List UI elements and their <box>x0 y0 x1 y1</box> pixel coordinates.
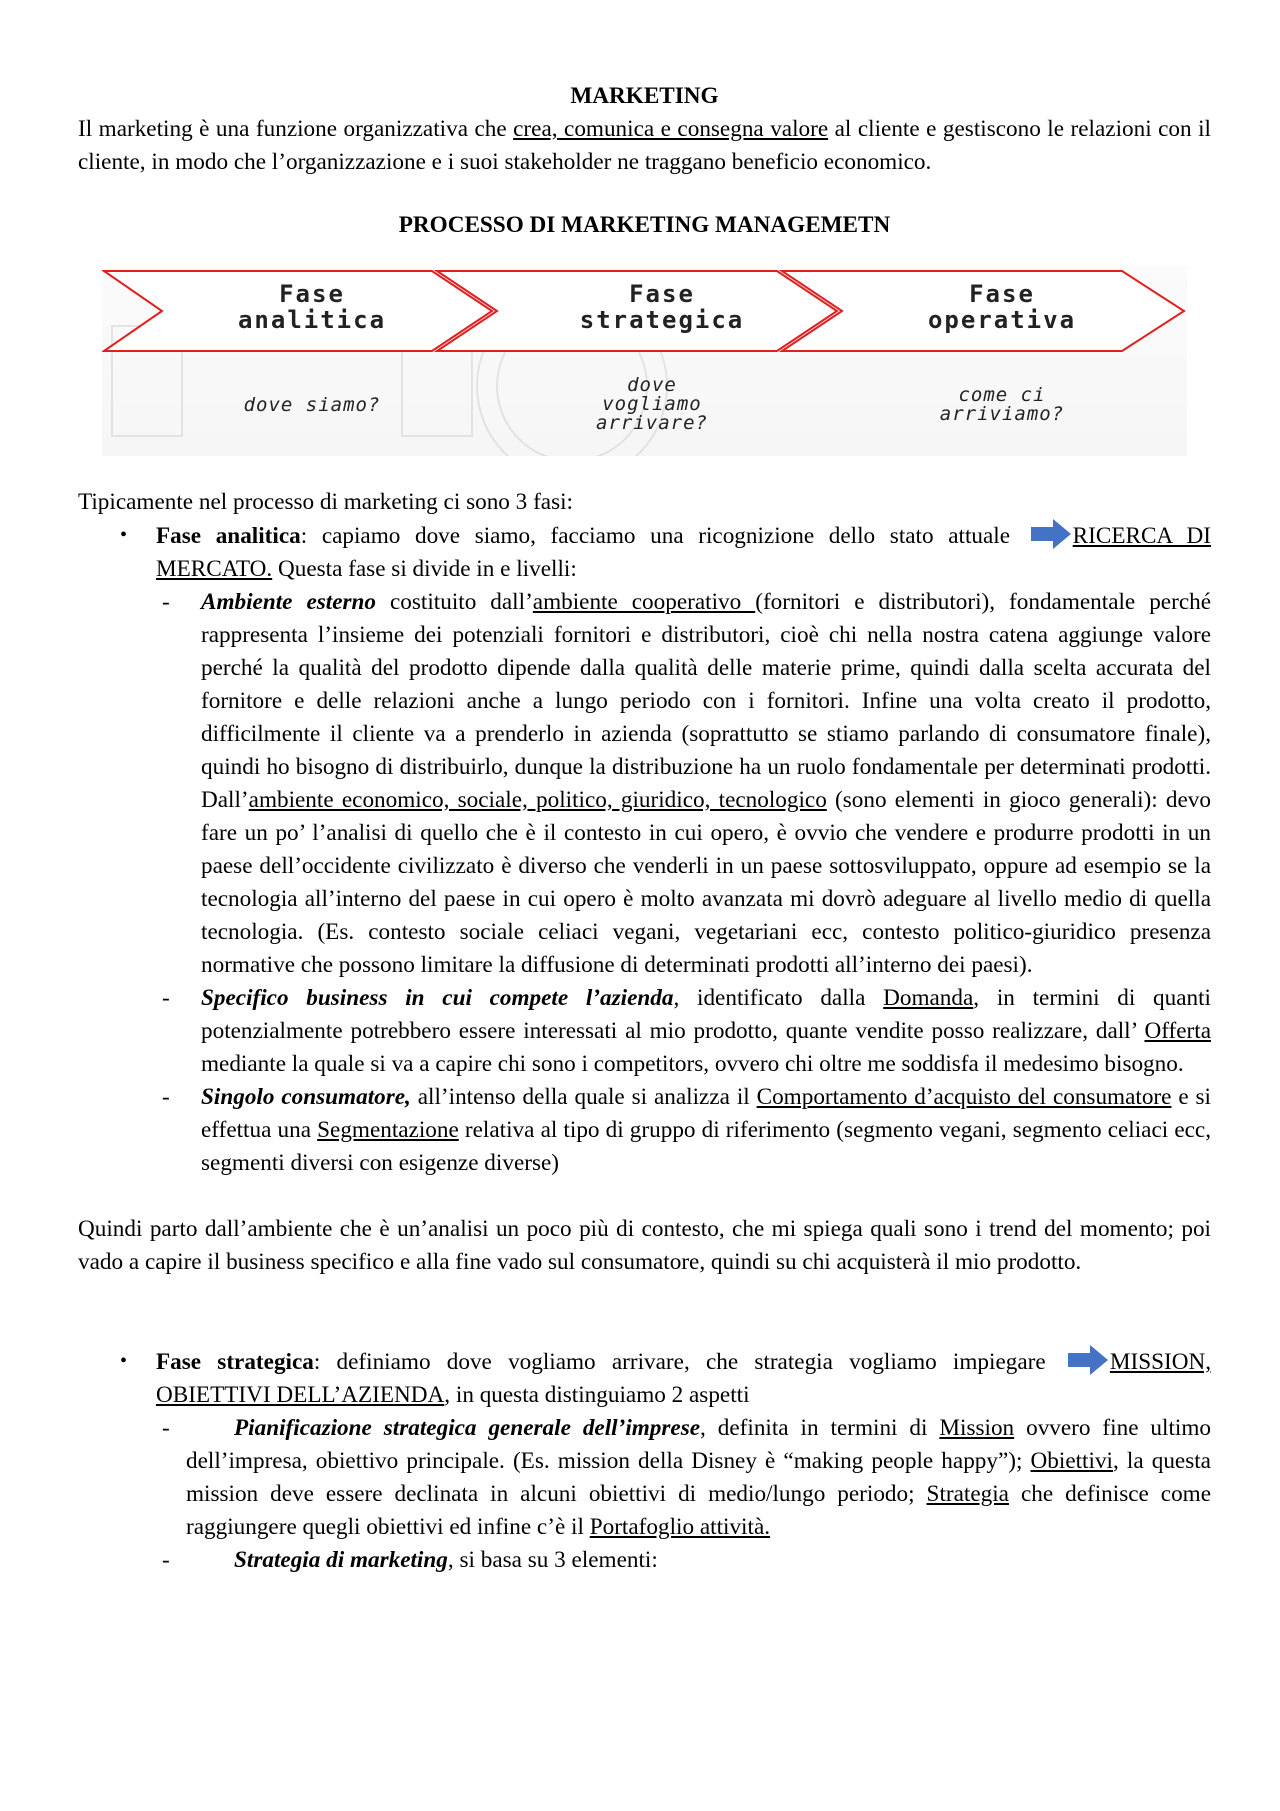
bullet-dot: • <box>120 524 128 546</box>
list-item-pianificazione <box>78 1412 1211 1544</box>
fase-analitica-text: : capiamo dove siamo, facciamo una ricognizione dello stato attuale <box>300 523 1025 549</box>
fase-analitica-label: Fase analitica <box>156 523 301 549</box>
phase-operativa-line1: Fase <box>969 280 1035 308</box>
question-strategica-l2: vogliamo <box>602 393 702 415</box>
segmentazione-underline: Segmentazione <box>317 1117 459 1143</box>
question-strategica-l3: arrivare? <box>596 412 708 434</box>
section-title: PROCESSO DI MARKETING MANAGEMETN <box>398 212 891 238</box>
page-title: MARKETING <box>570 83 719 109</box>
consumatore-t2: e si effettua una <box>201 1084 1212 1143</box>
offerta-underline: Offerta <box>1144 1018 1211 1044</box>
question-analitica <box>192 396 432 415</box>
strategia-link: Strategia <box>926 1481 1009 1507</box>
business-t3: mediante la quale si va a capire chi sono i competitors, ovvero chi oltre me soddisfa il medesimo bisogno. <box>201 1051 1184 1077</box>
phase-analitica-line2: analitica <box>237 306 387 334</box>
phase-analitica-line1: Fase <box>279 280 345 308</box>
consumatore-t1: all’intenso della quale si analizza il <box>410 1084 757 1110</box>
mission-underline: MISSION, <box>1109 1349 1212 1375</box>
consumatore-label: Singolo consumatore, <box>201 1084 411 1110</box>
ambiente-economico: ambiente economico, sociale, politico, giuridico, tecnologico <box>248 787 827 813</box>
question-operativa-l2: arriviamo? <box>939 403 1065 425</box>
question-operativa-l1: come ci <box>958 384 1046 406</box>
document-page <box>78 80 1211 1577</box>
business-t2: , in termini di quanti potenzialmente potrebbero essere interessati al mio prodotto, quante vendite posso realizzare, dall’ <box>201 985 1211 1044</box>
typical-paragraph: Tipicamente nel processo di marketing ci sono 3 fasi: <box>78 489 573 515</box>
business-t1: , identificato dalla <box>673 985 884 1011</box>
strategia-mkt-label: Strategia di marketing <box>234 1547 448 1573</box>
mission-link: Mission <box>939 1415 1015 1441</box>
fase-strategica-text: : definiamo dove vogliamo arrivare, che strategia vogliamo impiegare <box>313 1349 1062 1375</box>
question-strategica-l1: dove <box>627 374 677 396</box>
list-item-fase-strategica <box>78 1345 1211 1412</box>
ambiente-t2: (fornitori e distributori), fondamentale perché rappresenta l’insieme dei potenziali fornitori e distributori, cioè chi nella nostra catena aggiunge valore perché la qualità del prodotto dipende dalla qualità delle materie prime, quindi dalla scelta accurata del fornitore e delle relazioni anche a lungo periodo con i fornitori. Infine una volta creato il prodotto, difficilmente il cliente va a prenderlo in azienda (soprattutto se stiamo parlando di consumatore finale), quindi ho bisogno di distribuirlo, dunque la distribuzione ha un ruolo fondamentale per determinati prodotti. Dall’ <box>201 589 1211 813</box>
ambiente-t1: costituito dall’ <box>376 589 533 615</box>
bullet-dot: • <box>120 1350 128 1372</box>
fase-analitica-post: Questa fase si divide in e livelli: <box>272 556 577 582</box>
bullet-dash: - <box>162 1547 170 1573</box>
ricerca-di-link: RICERCA DI <box>1072 523 1211 549</box>
phase-analitica <box>212 281 412 333</box>
pianificazione-label: Pianificazione strategica generale dell’imprese <box>234 1415 701 1441</box>
pianificazione-t4: che definisce come raggiungere quegli obiettivi ed infine c’è il <box>186 1481 1211 1540</box>
intro-text-end: al cliente e gestiscono le relazioni con il cliente, in modo che l’organizzazione e i suoi stakeholder ne traggano beneficio economico. <box>78 116 1211 175</box>
bullet-dash: - <box>162 1084 170 1110</box>
phase-strategica-line2: strategica <box>579 306 745 334</box>
intro-text: Il marketing è una funzione organizzativa che <box>78 116 514 142</box>
obiettivi-link: Obiettivi <box>1030 1448 1113 1474</box>
question-operativa <box>882 386 1122 424</box>
strategia-mkt-t1: , si basa su 3 elementi: <box>447 1547 658 1573</box>
question-analitica-l1: dove siamo? <box>243 394 381 416</box>
obiettivi-azienda-underline: OBIETTIVI DELL’AZIENDA <box>156 1382 445 1408</box>
pianificazione-t1: , definita in termini di <box>700 1415 940 1441</box>
list-item-singolo-consumatore <box>78 1081 1211 1180</box>
arrow-right-icon <box>1068 1345 1108 1375</box>
phase-strategica <box>542 281 782 333</box>
arrow-right-icon <box>1031 519 1071 549</box>
comportamento-underline: Comportamento d’acquisto del consumatore <box>756 1084 1172 1110</box>
business-label: Specifico business in cui compete l’azienda <box>201 985 674 1011</box>
process-diagram <box>102 266 1187 456</box>
fase-strategica-label: Fase strategica <box>156 1349 314 1375</box>
list-item-specifico-business <box>78 982 1211 1081</box>
fase-strategica-post: , in questa distinguiamo 2 aspetti <box>444 1382 750 1408</box>
portafoglio-link: Portafoglio attività. <box>589 1514 771 1540</box>
bullet-dash: - <box>162 985 170 1011</box>
phase-operativa-line2: operativa <box>927 306 1077 334</box>
domanda-underline: Domanda <box>883 985 974 1011</box>
bullet-dash: - <box>162 1415 170 1441</box>
consumatore-t3: relativa al tipo di gruppo di riferimento (segmento vegani, segmento celiaci ecc, segmenti diversi con esigenze diverse) <box>201 1117 1211 1176</box>
list-item-fase-analitica <box>78 519 1211 586</box>
quindi-paragraph: Quindi parto dall’ambiente che è un’analisi un poco più di contesto, che mi spiega quali sono i trend del momento; poi vado a capire il business specifico e alla fine vado sul consumatore, quindi su chi acquisterà il mio prodotto. <box>78 1216 1211 1275</box>
pianificazione-t3: , la questa mission deve essere declinata in alcuni obiettivi di medio/lungo periodo; <box>186 1448 1211 1507</box>
ambiente-t3: (sono elementi in gioco generali): devo fare un po’ l’analisi di quello che è il contesto in cui opero, è ovvio che vendere e produrre prodotti in un paese dell’occidente civilizzato è diverso che venderli in un paese sottosviluppato, oppure ad esempio se la tecnologia all’interno del paese in cui opero è molto avanzata mi dovrò adeguare al livello medio di quella tecnologia. (Es. contesto sociale celiaci vegani, vegetariani ecc, contesto politico-giuridico presenza normative che possono limitare la diffusione di determinati prodotti all’interno dei paesi). <box>201 787 1211 978</box>
phase-strategica-line1: Fase <box>629 280 695 308</box>
mercato-underline: MERCATO. <box>156 556 273 582</box>
phase-operativa <box>882 281 1122 333</box>
list-item-ambiente-esterno <box>78 586 1211 982</box>
ambiente-label: Ambiente esterno <box>201 589 377 615</box>
ambiente-cooperativo: ambiente cooperativo <box>532 589 756 615</box>
intro-underline: crea, comunica e consegna valore <box>513 116 829 142</box>
bullet-dash: - <box>162 589 170 615</box>
intro-paragraph <box>78 113 1211 179</box>
pianificazione-t2: ovvero fine ultimo dell’impresa, obiettivo principale. (Es. mission della Disney è “making people happy”); <box>186 1415 1211 1474</box>
question-strategica <box>542 376 762 433</box>
list-item-strategia-marketing <box>78 1544 1211 1577</box>
